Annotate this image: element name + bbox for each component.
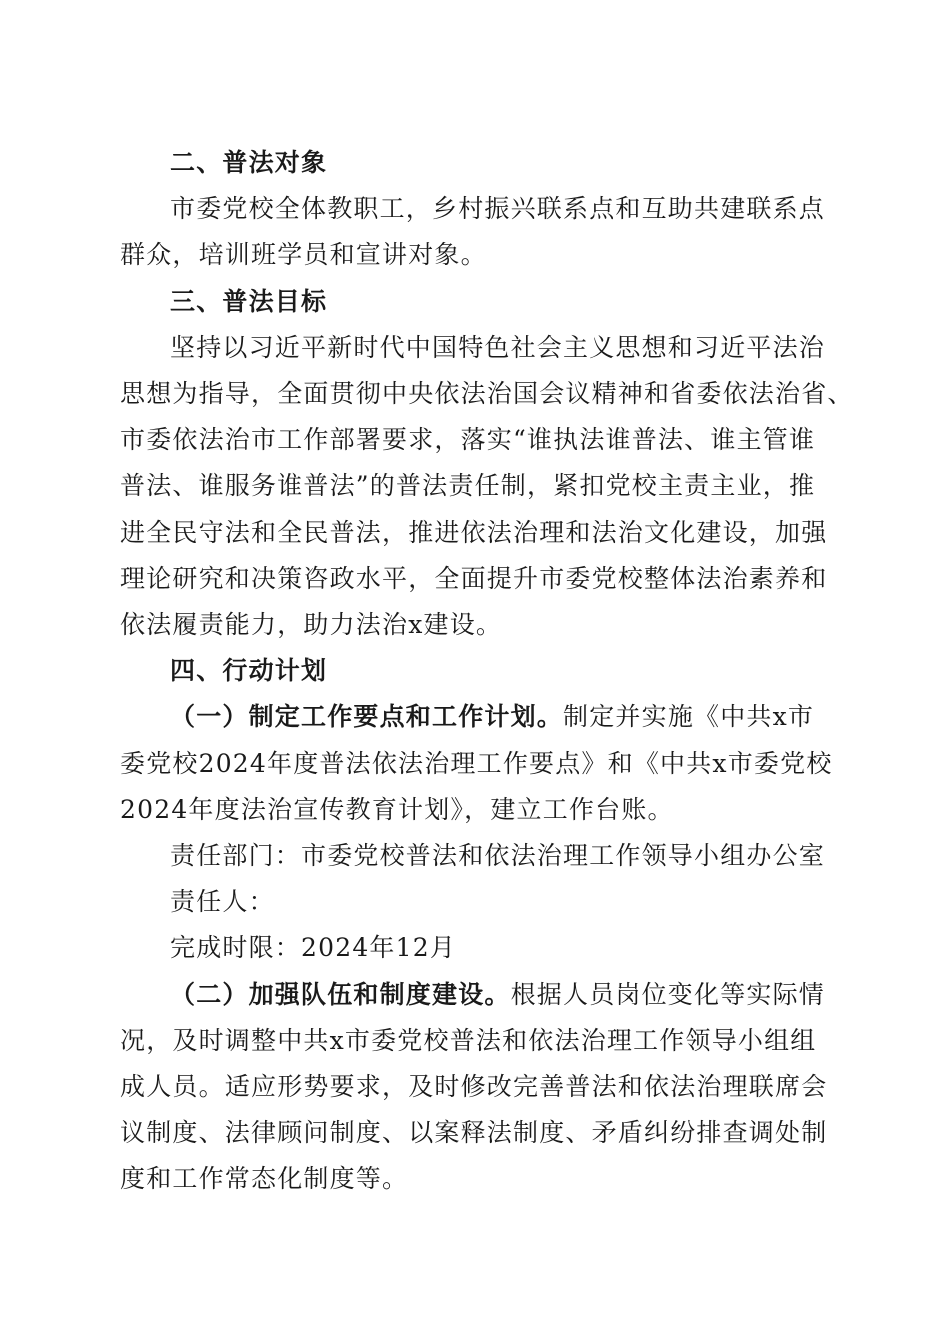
paragraph-item-1 xyxy=(120,694,833,833)
text-line: 依法履责能力，助力法治x建设。 xyxy=(120,610,503,640)
text-line: 委党校2024年度普法依法治理工作要点》和《中共x市委党校 xyxy=(120,748,833,778)
deadline: 完成时限：2024年12月 xyxy=(170,933,457,963)
item-text: 根据人员岗位变化等实际情 xyxy=(510,979,826,1009)
section-heading-targets: 二、普法对象 xyxy=(170,148,328,177)
text-line: 进全民守法和全民普法，推进依法治理和法治文化建设，加强 xyxy=(120,517,828,547)
text-line: 理论研究和决策咨政水平，全面提升市委党校整体法治素养和 xyxy=(120,563,828,593)
text-line: 市委依法治市工作部署要求，落实“谁执法谁普法、谁主管谁 xyxy=(120,425,816,455)
text-line: 思想为指导，全面贯彻中央依法治国会议精神和省委依法治省、 xyxy=(120,379,854,409)
responsible-dept: 责任部门：市委党校普法和依法治理工作领导小组办公室 xyxy=(170,841,826,871)
paragraph-targets xyxy=(120,186,830,278)
section-heading-action-plan: 四、行动计划 xyxy=(170,656,328,686)
text-line: 况，及时调整中共x市委党校普法和依法治理工作领导小组组 xyxy=(120,1025,817,1055)
text-line xyxy=(120,972,830,1018)
text-line: 度和工作常态化制度等。 xyxy=(120,1164,409,1194)
text-line xyxy=(120,694,830,740)
item-lead: （二）加强队伍和制度建设。 xyxy=(170,979,511,1009)
item-lead: （一）制定工作要点和工作计划。 xyxy=(170,702,564,732)
text-line: 坚持以习近平新时代中国特色社会主义思想和习近平法治 xyxy=(170,332,826,362)
text-line: 群众，培训班学员和宣讲对象。 xyxy=(120,240,487,270)
text-line: 普法、谁服务谁普法”的普法责任制，紧扣党校主责主业，推 xyxy=(120,471,816,501)
document-page xyxy=(120,140,854,1203)
text-line: 成人员。适应形势要求，及时修改完善普法和依法治理联席会 xyxy=(120,1072,828,1102)
paragraph-goals xyxy=(120,325,854,648)
paragraph-item-2 xyxy=(120,972,830,1203)
text-line: 议制度、法律顾问制度、以案释法制度、矛盾纠纷排查调处制 xyxy=(120,1118,828,1148)
section-heading-goals: 三、普法目标 xyxy=(170,286,328,316)
text-line: 市委党校全体教职工，乡村振兴联系点和互助共建联系点 xyxy=(170,194,826,224)
responsible-person: 责任人： xyxy=(170,887,275,917)
item-text: 制定并实施《中共x市 xyxy=(563,702,815,732)
text-line: 2024年度法治宣传教育计划》，建立工作台账。 xyxy=(120,794,674,824)
